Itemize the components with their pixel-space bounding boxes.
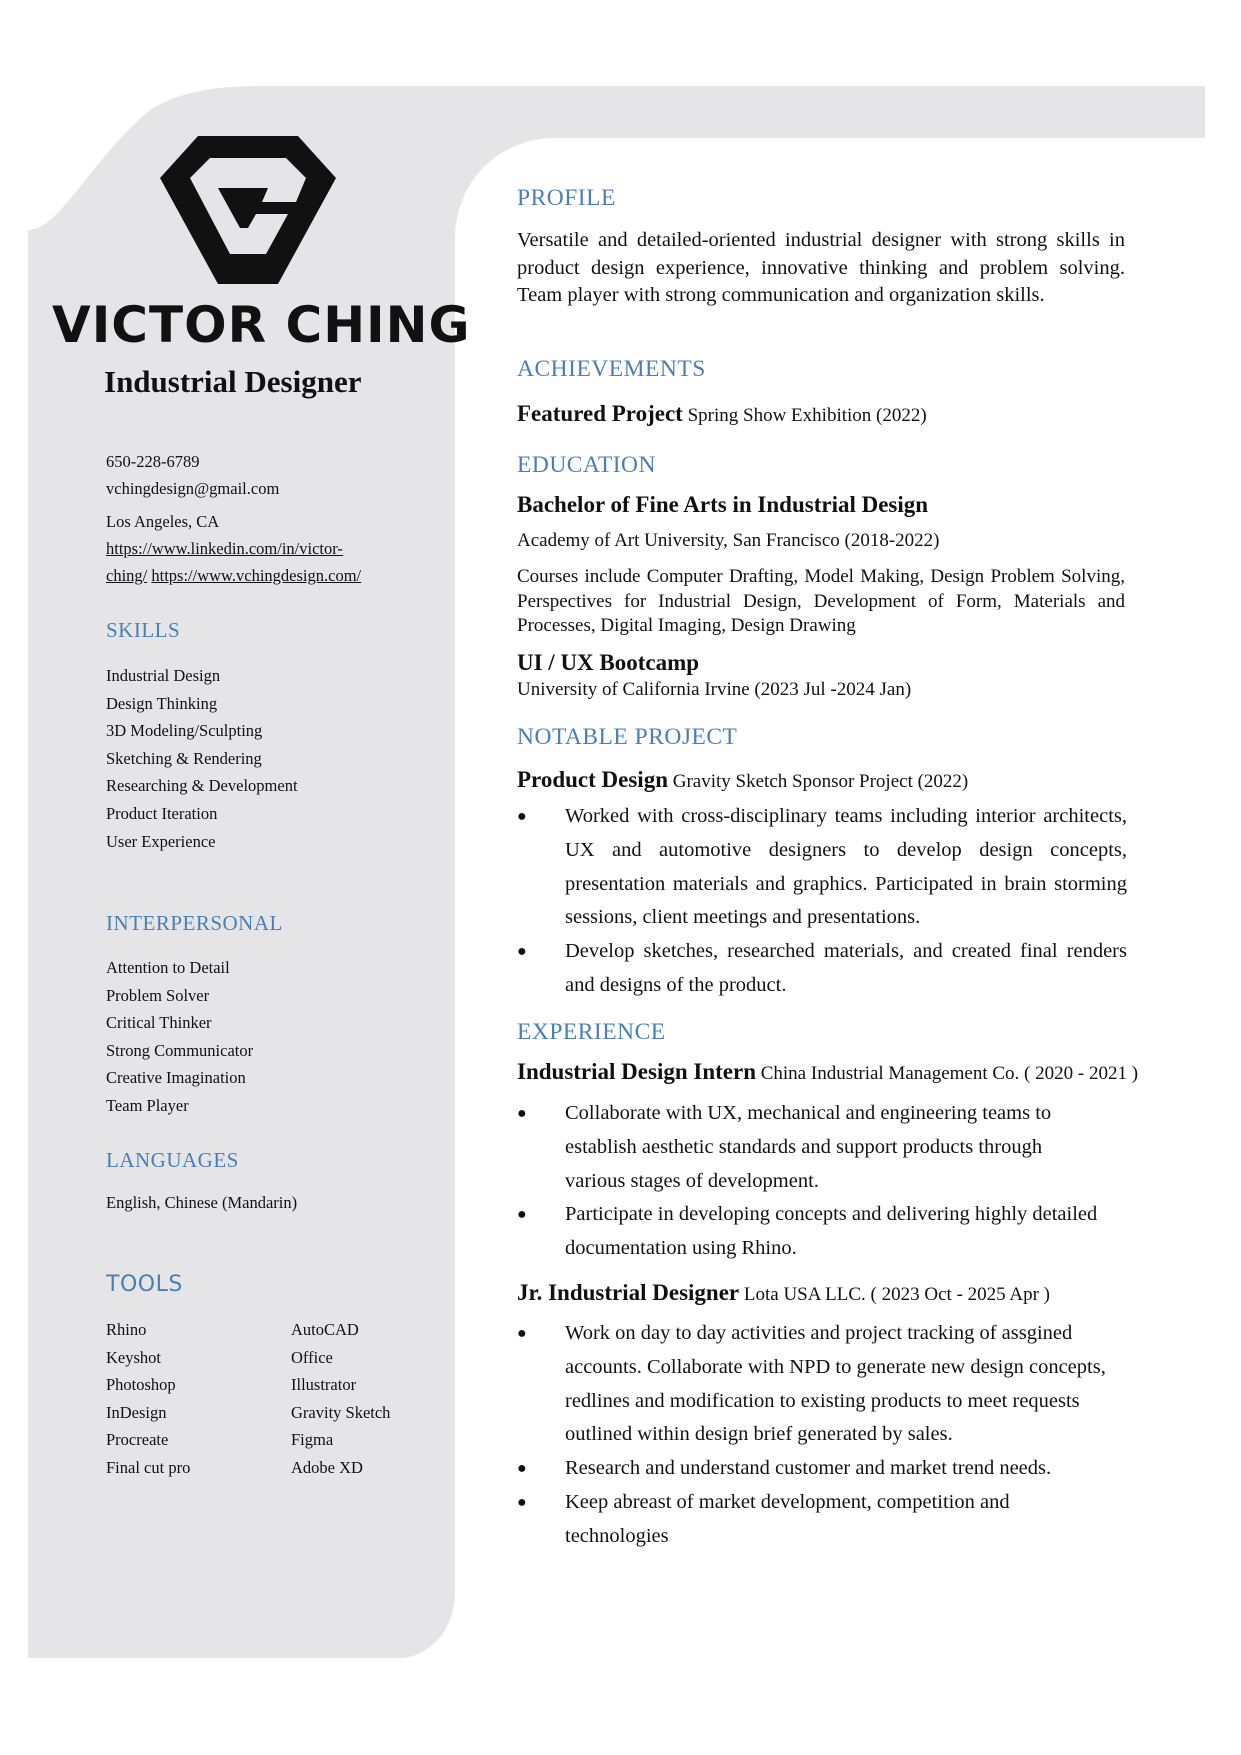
notable-project-heading: NOTABLE PROJECT bbox=[517, 724, 738, 750]
profile-heading: PROFILE bbox=[517, 185, 616, 211]
notable-project-entry bbox=[517, 767, 968, 793]
list-item: Office bbox=[291, 1347, 333, 1367]
achievement-entry bbox=[517, 401, 927, 427]
job-company: China Industrial Management Co. ( 2020 - 2021 ) bbox=[760, 1063, 1139, 1084]
bullet-icon: ● bbox=[517, 943, 527, 961]
list-item: Keyshot bbox=[106, 1347, 161, 1367]
job-title: Industrial Designer bbox=[104, 364, 362, 399]
contact-block bbox=[106, 448, 426, 589]
list-item: Procreate bbox=[106, 1430, 169, 1450]
skills-list bbox=[106, 662, 298, 855]
list-item: Illustrator bbox=[291, 1375, 357, 1395]
list-item: Attention to Detail bbox=[106, 958, 230, 977]
job-company: Lota USA LLC. ( 2023 Oct - 2025 Apr ) bbox=[743, 1284, 1050, 1305]
list-item: Design Thinking bbox=[106, 693, 218, 713]
list-item: Sketching & Rendering bbox=[106, 748, 262, 768]
interpersonal-heading: INTERPERSONAL bbox=[106, 911, 283, 935]
list-item: ● Work on day to day activities and project tracking of assgined accounts. Collaborate with NPD to generate new design concepts, redlines and modification to existing products to meet requests outlined within design brief generated by sales. bbox=[517, 1317, 1107, 1452]
interpersonal-list bbox=[106, 954, 253, 1120]
job-bullets bbox=[517, 1317, 1107, 1554]
list-item: Researching & Development bbox=[106, 776, 298, 796]
notable-project-bullets bbox=[517, 800, 1127, 1003]
email: vchingdesign@gmail.com bbox=[106, 479, 280, 498]
list-item: Industrial Design bbox=[106, 666, 221, 685]
list-item: ● Participate in developing concepts and delivering highly detailed documentation using Rhino. bbox=[517, 1198, 1107, 1266]
list-item: ● Research and understand customer and market trend needs. bbox=[517, 1452, 1107, 1486]
tools-column-left bbox=[106, 1316, 190, 1482]
list-item: Rhino bbox=[106, 1320, 147, 1339]
list-item: ● Develop sketches, researched materials, and created final renders and designs of the product. bbox=[517, 935, 1127, 1003]
list-item: Strong Communicator bbox=[106, 1040, 254, 1060]
bullet-icon: ● bbox=[517, 1105, 527, 1122]
job-role: Industrial Design Intern bbox=[517, 1059, 756, 1084]
list-item: ● Keep abreast of market development, competition and technologies bbox=[517, 1486, 1107, 1554]
list-item: Adobe XD bbox=[291, 1457, 363, 1477]
vc-monogram-logo bbox=[160, 136, 336, 284]
job-entry bbox=[517, 1059, 1138, 1085]
job-entry bbox=[517, 1280, 1050, 1306]
linkedin-link[interactable]: https://www.linkedin.com/in/victor- bbox=[106, 539, 343, 558]
bullet-icon: ● bbox=[517, 808, 527, 825]
tools-heading: TOOLS bbox=[106, 1272, 183, 1297]
bullet-icon: ● bbox=[517, 1325, 527, 1342]
job-role: Jr. Industrial Designer bbox=[517, 1280, 740, 1305]
achievements-heading: ACHIEVEMENTS bbox=[517, 356, 706, 382]
website-link[interactable]: https://www.vchingdesign.com/ bbox=[151, 566, 362, 585]
bootcamp-school: University of California Irvine (2023 Jul -2024 Jan) bbox=[517, 679, 912, 700]
list-item: Figma bbox=[291, 1430, 334, 1450]
linkedin-link-cont[interactable]: ching/ bbox=[106, 566, 148, 585]
list-item: 3D Modeling/Sculpting bbox=[106, 721, 263, 741]
list-item: Team Player bbox=[106, 1095, 189, 1115]
bullet-icon: ● bbox=[517, 1493, 527, 1511]
courses-text: Courses include Computer Drafting, Model Making, Design Problem Solving, Perspectives for Industrial Design, Development of Form, Materials and Processes, Digital Imaging, Design Drawing bbox=[517, 566, 1125, 636]
list-item: ● Collaborate with UX, mechanical and engineering teams to establish aesthetic standards and support products through various stages of development. bbox=[517, 1097, 1107, 1198]
languages-text: English, Chinese (Mandarin) bbox=[106, 1193, 298, 1212]
school-line: Academy of Art University, San Francisco (2018-2022) bbox=[517, 530, 940, 551]
achievement-detail: Spring Show Exhibition (2022) bbox=[687, 405, 927, 426]
list-item: AutoCAD bbox=[291, 1320, 359, 1339]
person-name: VICTOR CHING bbox=[52, 296, 471, 354]
job-bullets bbox=[517, 1097, 1107, 1266]
degree-title: Bachelor of Fine Arts in Industrial Design bbox=[517, 492, 929, 517]
location: Los Angeles, CA bbox=[106, 512, 220, 531]
notable-project-label: Product Design bbox=[517, 767, 668, 792]
list-item: User Experience bbox=[106, 831, 216, 851]
bullet-icon: ● bbox=[517, 1460, 527, 1478]
list-item: Creative Imagination bbox=[106, 1068, 246, 1088]
tools-column-right bbox=[291, 1316, 390, 1482]
list-item: Photoshop bbox=[106, 1375, 176, 1395]
list-item: Product Iteration bbox=[106, 803, 218, 823]
skills-heading: SKILLS bbox=[106, 618, 181, 642]
bullet-icon: ● bbox=[517, 1206, 527, 1224]
list-item: ● Worked with cross-disciplinary teams including interior architects, UX and automotive designers to develop design concepts, presentation materials and graphics. Participated in brain storming sessions, client meetings and presentations. bbox=[517, 800, 1127, 935]
achievement-label: Featured Project bbox=[517, 401, 683, 426]
phone: 650-228-6789 bbox=[106, 452, 200, 471]
profile-text: Versatile and detailed-oriented industrial designer with strong skills in product design experience, innovative thinking and problem solving. Team player with strong communication and organization skills. bbox=[517, 229, 1125, 306]
list-item: Problem Solver bbox=[106, 985, 210, 1005]
list-item: InDesign bbox=[106, 1402, 167, 1422]
experience-heading: EXPERIENCE bbox=[517, 1019, 666, 1045]
bootcamp-title: UI / UX Bootcamp bbox=[517, 650, 700, 675]
education-heading: EDUCATION bbox=[517, 452, 656, 478]
notable-project-detail: Gravity Sketch Sponsor Project (2022) bbox=[672, 771, 969, 792]
list-item: Critical Thinker bbox=[106, 1013, 212, 1033]
languages-heading: LANGUAGES bbox=[106, 1148, 239, 1172]
list-item: Gravity Sketch bbox=[291, 1402, 391, 1422]
list-item: Final cut pro bbox=[106, 1457, 191, 1477]
